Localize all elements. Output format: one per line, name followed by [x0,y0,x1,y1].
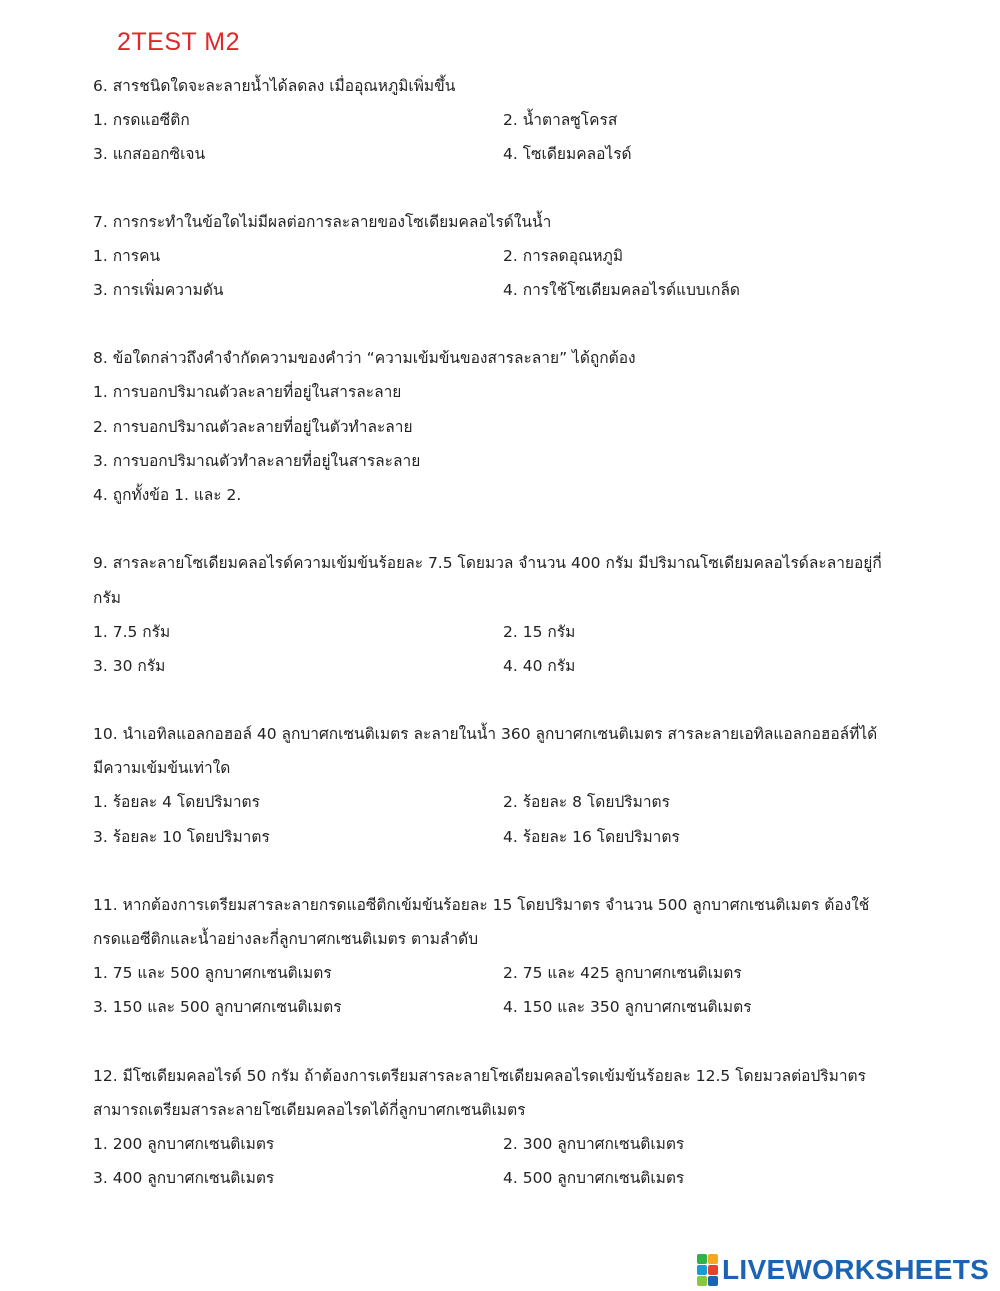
option-1[interactable]: 1. การบอกปริมาณตัวละลายที่อยู่ในสารละลาย [93,383,402,401]
option-3[interactable]: 3. 30 กรัม [93,657,166,675]
question-text: 9. สารละลายโซเดียมคลอไรด์ความเข้มข้นร้อยละ 7.5 โดยมวล จำนวน 400 กรัม มีปริมาณโซเดียมคลอไรด์ละลายอยู่กี่ [93,554,882,572]
option-2[interactable]: 2. 300 ลูกบาศกเซนติเมตร [503,1135,685,1153]
option-3[interactable]: 3. ร้อยละ 10 โดยปริมาตร [93,828,270,846]
question-text: 12. มีโซเดียมคลอไรด์ 50 กรัม ถ้าต้องการเตรียมสารละลายโซเดียมคลอไรดเข้มข้นร้อยละ 12.5 โดยมวลต่อปริมาตร [93,1067,866,1085]
option-1[interactable]: 1. ร้อยละ 4 โดยปริมาตร [93,793,260,811]
logo-block [697,1265,707,1275]
question-text: 10. นำเอทิลแอลกอฮอล์ 40 ลูกบาศกเซนติเมตร ละลายในน้ำ 360 ลูกบาศกเซนติเมตร สารละลายเอทิลแอลกอฮอล์ที่ได้ [93,725,878,743]
option-4[interactable]: 4. 150 และ 350 ลูกบาศกเซนติเมตร [503,998,752,1016]
option-3[interactable]: 3. 400 ลูกบาศกเซนติเมตร [93,1169,275,1187]
option-4[interactable]: 4. 500 ลูกบาศกเซนติเมตร [503,1169,685,1187]
question-text: 11. หากต้องการเตรียมสารละลายกรดแอซีติกเข้มข้นร้อยละ 15 โดยปริมาตร จำนวน 500 ลูกบาศกเซนติเมตร ต้องใช้ [93,896,870,914]
option-3[interactable]: 3. แกสออกซิเจน [93,145,206,163]
option-3[interactable]: 3. การบอกปริมาณตัวทำละลายที่อยู่ในสารละลาย [93,452,421,470]
option-1[interactable]: 1. 200 ลูกบาศกเซนติเมตร [93,1135,275,1153]
option-4[interactable]: 4. ถูกทั้งข้อ 1. และ 2. [93,486,242,504]
option-1[interactable]: 1. 75 และ 500 ลูกบาศกเซนติเมตร [93,964,332,982]
liveworksheets-logo[interactable] [697,1254,989,1286]
question-text-cont: มีความเข้มข้นเท่าใด [93,759,231,777]
logo-block [697,1254,707,1264]
option-1[interactable]: 1. กรดแอซีติก [93,111,190,129]
question-text: 8. ข้อใดกล่าวถึงคำจำกัดความของคำว่า “ความเข้มข้นของสารละลาย” ได้ถูกต้อง [93,349,636,367]
option-3[interactable]: 3. 150 และ 500 ลูกบาศกเซนติเมตร [93,998,342,1016]
question-text: 6. สารชนิดใดจะละลายน้ำได้ลดลง เมื่ออุณหภูมิเพิ่มขึ้น [93,77,456,95]
option-2[interactable]: 2. 75 และ 425 ลูกบาศกเซนติเมตร [503,964,742,982]
option-4[interactable]: 4. ร้อยละ 16 โดยปริมาตร [503,828,680,846]
question-text-cont: สามารถเตรียมสารละลายโซเดียมคลอไรดได้กี่ลูกบาศกเซนติเมตร [93,1101,526,1119]
option-1[interactable]: 1. การคน [93,247,161,265]
option-2[interactable]: 2. ร้อยละ 8 โดยปริมาตร [503,793,670,811]
option-4[interactable]: 4. โซเดียมคลอไรด์ [503,145,632,163]
logo-block [697,1276,707,1286]
worksheet-title: 2TEST M2 [117,28,241,56]
question-text-cont: กรดแอซีติกและน้ำอย่างละกี่ลูกบาศกเซนติเมตร ตามลำดับ [93,930,479,948]
option-2[interactable]: 2. น้ำตาลซูโครส [503,111,618,129]
logo-block [708,1254,718,1264]
logo-block [708,1265,718,1275]
option-1[interactable]: 1. 7.5 กรัม [93,623,171,641]
option-2[interactable]: 2. 15 กรัม [503,623,576,641]
option-2[interactable]: 2. การลดอุณหภูมิ [503,247,624,265]
logo-blocks-icon [697,1254,718,1286]
option-4[interactable]: 4. 40 กรัม [503,657,576,675]
option-2[interactable]: 2. การบอกปริมาณตัวละลายที่อยู่ในตัวทำละลาย [93,418,413,436]
option-4[interactable]: 4. การใช้โซเดียมคลอไรด์แบบเกล็ด [503,281,741,299]
brand-name: LIVEWORKSHEETS [722,1254,990,1285]
logo-block [708,1276,718,1286]
option-3[interactable]: 3. การเพิ่มความดัน [93,281,224,299]
question-text-cont: กรัม [93,589,121,607]
question-text: 7. การกระทำในข้อใดไม่มีผลต่อการละลายของโซเดียมคลอไรด์ในน้ำ [93,213,552,231]
